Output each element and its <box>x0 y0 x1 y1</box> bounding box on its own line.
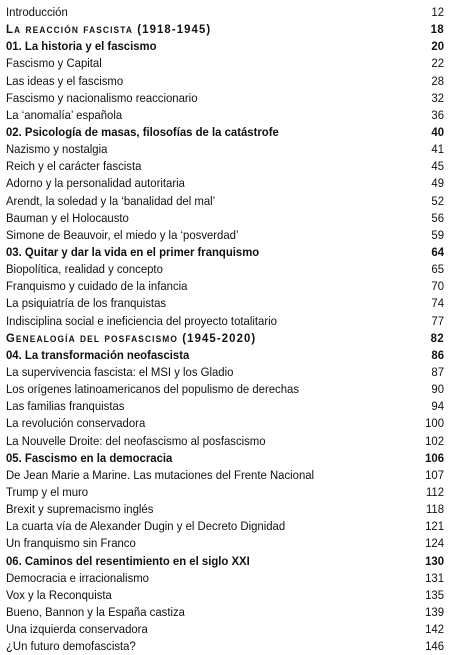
page-number: 106 <box>425 450 445 465</box>
toc-entry <box>6 621 444 638</box>
toc-entry <box>6 398 444 415</box>
toc-entry <box>6 638 444 655</box>
page-number: 87 <box>431 364 445 379</box>
entry-title: Adorno y la personalidad autoritaria <box>6 176 185 191</box>
page-number: 28 <box>431 73 445 88</box>
page-number: 112 <box>425 484 445 499</box>
entry-title: Fascismo y Capital <box>6 56 102 71</box>
toc-entry <box>6 570 444 587</box>
entry-title: Bauman y el Holocausto <box>6 210 129 225</box>
entry-title: Arendt, la soledad y la ‘banalidad del mal’ <box>6 193 216 208</box>
page-number: 12 <box>431 5 445 19</box>
page-number: 56 <box>431 210 445 225</box>
chapter-title: 02. Psicología de masas, filosofías de la catástrofe <box>6 124 279 139</box>
page-number: 94 <box>431 399 445 414</box>
page-number: 142 <box>425 622 445 637</box>
entry-title: Biopolítica, realidad y concepto <box>6 262 163 277</box>
toc-entry <box>6 433 444 450</box>
page-number: 59 <box>431 227 445 242</box>
page-number: 90 <box>431 382 445 397</box>
page-number: 52 <box>431 193 445 208</box>
toc-entry <box>6 227 444 244</box>
entry-title: Los orígenes latinoamericanos del populismo de derechas <box>6 382 299 397</box>
page-number: 139 <box>425 604 445 619</box>
entry-title: Nazismo y nostalgia <box>6 142 108 157</box>
entry-title: La cuarta vía de Alexander Dugin y el Decreto Dignidad <box>6 519 286 534</box>
toc-chapter-heading <box>6 450 444 467</box>
entry-title: ¿Un futuro demofascista? <box>6 639 136 654</box>
page-number: 32 <box>431 90 445 105</box>
chapter-title: 06. Caminos del resentimiento en el siglo XXI <box>6 553 250 568</box>
toc-entry <box>6 313 444 330</box>
page-number: 36 <box>431 107 445 122</box>
page-number: 49 <box>431 176 445 191</box>
page-number: 65 <box>431 262 445 277</box>
chapter-title: 01. La historia y el fascismo <box>6 39 157 54</box>
toc-chapter-heading <box>6 38 444 55</box>
entry-title: Las ideas y el fascismo <box>6 73 124 88</box>
toc-entry <box>6 210 444 227</box>
page-number: 102 <box>425 433 445 448</box>
page-number: 20 <box>431 39 445 54</box>
page-number: 146 <box>425 639 445 654</box>
chapter-title: 05. Fascismo en la democracia <box>6 450 173 465</box>
page-number: 86 <box>431 347 445 362</box>
page-number: 18 <box>430 22 445 37</box>
toc-entry <box>6 55 444 72</box>
toc-entry <box>6 381 444 398</box>
page-number: 77 <box>431 313 445 328</box>
toc-entry <box>6 193 444 210</box>
toc-part-heading <box>6 330 444 347</box>
page-number: 45 <box>431 159 445 174</box>
entry-title: Una izquierda conservadora <box>6 622 148 637</box>
toc-entry <box>6 587 444 604</box>
entry-title: Franquismo y cuidado de la infancia <box>6 279 188 294</box>
toc-entry <box>6 295 444 312</box>
entry-title: Introducción <box>6 5 68 19</box>
entry-title: La supervivencia fascista: el MSI y los Gladio <box>6 364 234 379</box>
toc-entry <box>6 158 444 175</box>
page-number: 131 <box>425 570 445 585</box>
entry-title: Indisciplina social e ineficiencia del proyecto totalitario <box>6 313 277 328</box>
page-number: 82 <box>430 330 445 345</box>
toc-entry <box>6 278 444 295</box>
page-number: 118 <box>425 502 445 517</box>
toc-entry <box>6 467 444 484</box>
toc-chapter-heading <box>6 244 444 261</box>
toc-entry <box>6 364 444 381</box>
toc-entry <box>6 107 444 124</box>
toc-entry <box>6 518 444 535</box>
toc-chapter-heading <box>6 553 444 570</box>
entry-title: Fascismo y nacionalismo reaccionario <box>6 90 198 105</box>
page-number: 22 <box>431 56 445 71</box>
toc-part-heading <box>6 21 444 38</box>
entry-title: La psiquiatría de los franquistas <box>6 296 167 311</box>
page-number: 40 <box>431 124 445 139</box>
toc-entry <box>6 4 444 21</box>
entry-title: Las familias franquistas <box>6 399 125 414</box>
page-number: 100 <box>425 416 445 431</box>
entry-title: Reich y el carácter fascista <box>6 159 142 174</box>
page-number: 74 <box>431 296 445 311</box>
entry-title: De Jean Marie a Marine. Las mutaciones del Frente Nacional <box>6 467 315 482</box>
part-title: Genealogía del posfascismo (1945-2020) <box>6 330 257 345</box>
toc-chapter-heading <box>6 347 444 364</box>
page-number: 130 <box>425 553 445 568</box>
page-number: 41 <box>431 142 445 157</box>
toc-entry <box>6 175 444 192</box>
page-number: 107 <box>425 467 445 482</box>
entry-title: La Nouvelle Droite: del neofascismo al posfascismo <box>6 433 266 448</box>
entry-title: La revolución conservadora <box>6 416 146 431</box>
chapter-title: 03. Quitar y dar la vida en el primer franquismo <box>6 244 260 259</box>
toc-entry <box>6 484 444 501</box>
entry-title: Un franquismo sin Franco <box>6 536 136 551</box>
entry-title: Brexit y supremacismo inglés <box>6 502 154 517</box>
toc-entry <box>6 501 444 518</box>
toc-entry <box>6 415 444 432</box>
page-number: 124 <box>425 536 445 551</box>
entry-title: Bueno, Bannon y la España castiza <box>6 604 185 619</box>
entry-title: Vox y la Reconquista <box>6 587 112 602</box>
toc-chapter-heading <box>6 124 444 141</box>
toc-entry <box>6 141 444 158</box>
table-of-contents <box>6 4 444 655</box>
page-number: 64 <box>431 244 445 259</box>
toc-entry <box>6 604 444 621</box>
page-number: 70 <box>431 279 445 294</box>
toc-entry <box>6 261 444 278</box>
chapter-title: 04. La transformación neofascista <box>6 347 190 362</box>
page-number: 121 <box>425 519 445 534</box>
toc-entry <box>6 535 444 552</box>
entry-title: Simone de Beauvoir, el miedo y la ‘posverdad’ <box>6 227 239 242</box>
entry-title: Trump y el muro <box>6 484 89 499</box>
page-number: 135 <box>425 587 445 602</box>
toc-entry <box>6 90 444 107</box>
toc-entry <box>6 73 444 90</box>
entry-title: Democracia e irracionalismo <box>6 570 149 585</box>
part-title: La reacción fascista (1918-1945) <box>6 22 212 37</box>
entry-title: La ‘anomalía’ española <box>6 107 123 122</box>
